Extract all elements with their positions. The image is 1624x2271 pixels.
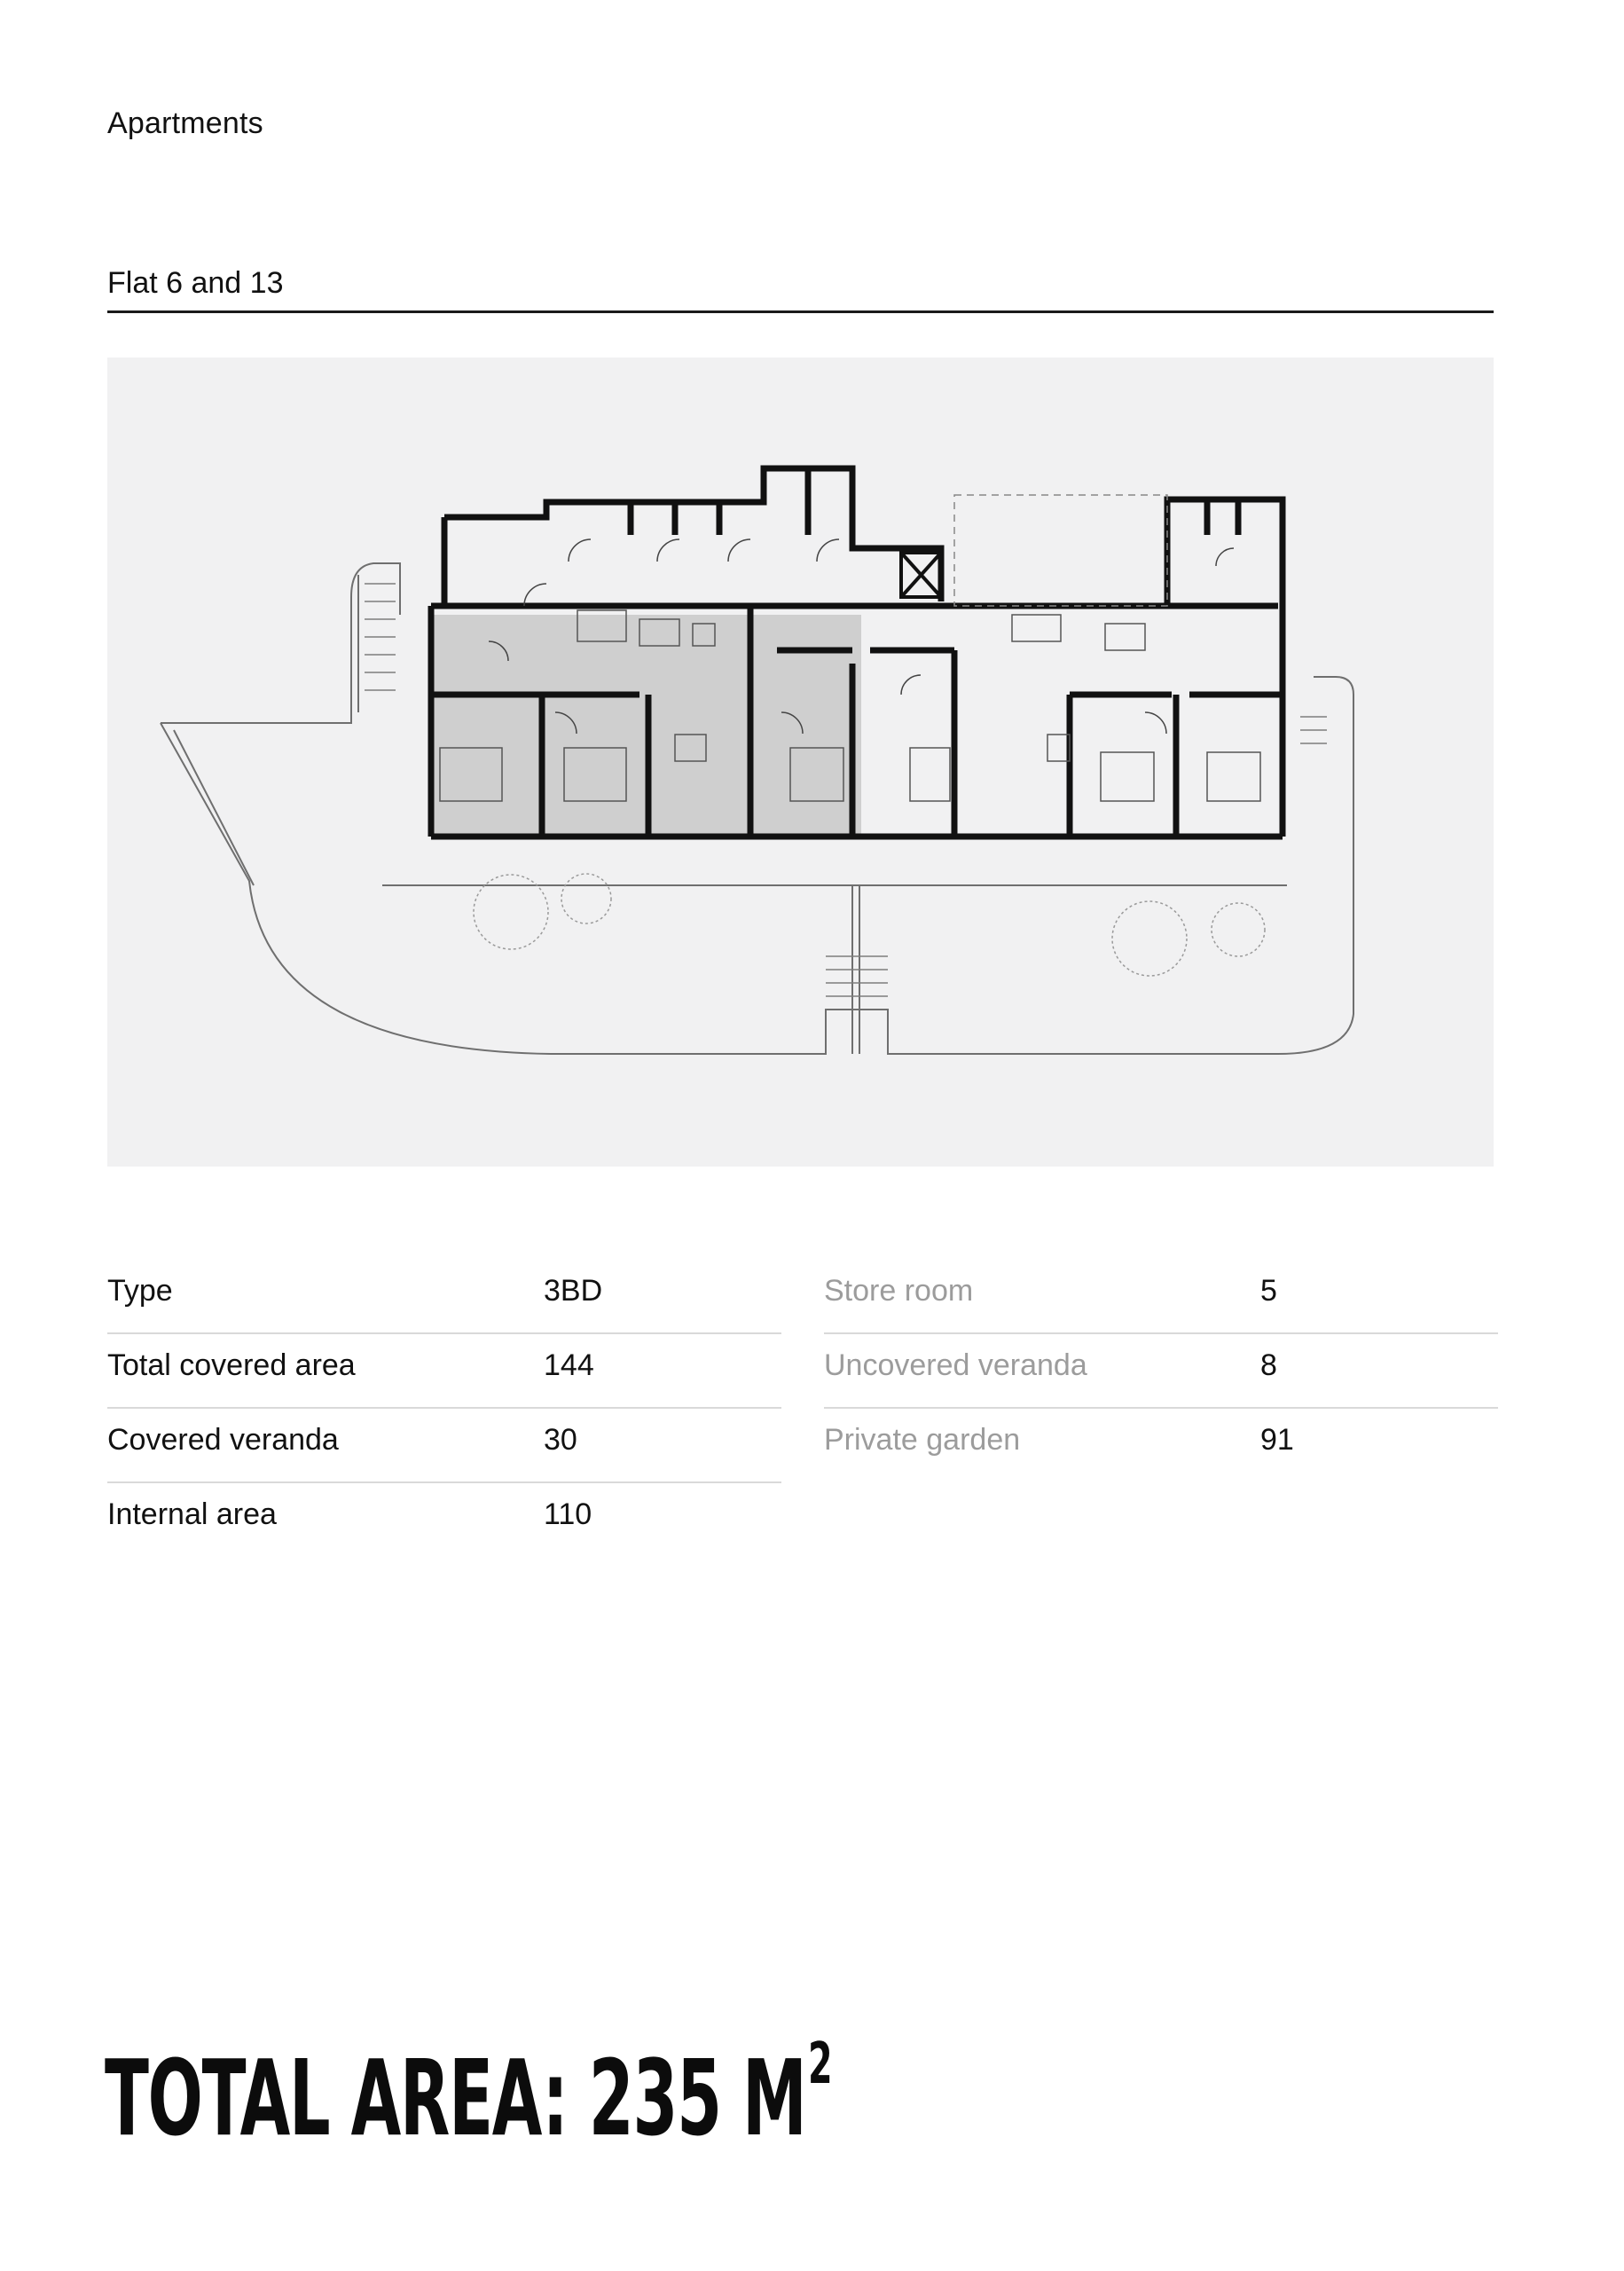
trees [474,874,1265,976]
total-area-label: TOTAL AREA: 235 M [105,2037,806,2159]
total-area-superscript: 2 [808,2031,832,2097]
spec-value: 5 [1260,1274,1277,1308]
elevator [901,553,941,597]
spec-row [107,1334,781,1409]
spec-value: 144 [544,1348,594,1382]
title-divider [107,310,1494,313]
total-area [105,2031,831,2159]
floor-plan [107,358,1494,1167]
flat-title: Flat 6 and 13 [107,266,284,300]
spec-label: Covered veranda [107,1423,339,1457]
spec-label: Internal area [107,1497,277,1531]
spec-table-right [824,1260,1498,1481]
spec-label: Type [107,1274,173,1308]
spec-label: Store room [824,1274,974,1308]
spec-value: 3BD [544,1274,603,1308]
spec-row [824,1260,1498,1334]
spec-row [824,1334,1498,1409]
category-label: Apartments [107,106,263,140]
spec-row [824,1409,1498,1481]
spec-label: Private garden [824,1423,1021,1457]
roof-outline-dashed [954,495,1167,606]
spec-row [107,1260,781,1334]
spec-value: 8 [1260,1348,1277,1382]
spec-value: 30 [544,1423,577,1457]
floor-plan-drawing [107,358,1494,1167]
spec-label: Uncovered veranda [824,1348,1087,1382]
spec-row [107,1483,781,1556]
spec-value: 91 [1260,1423,1294,1457]
spec-value: 110 [544,1497,592,1531]
spec-row [107,1409,781,1483]
spec-table-left [107,1260,781,1556]
spec-label: Total covered area [107,1348,356,1382]
